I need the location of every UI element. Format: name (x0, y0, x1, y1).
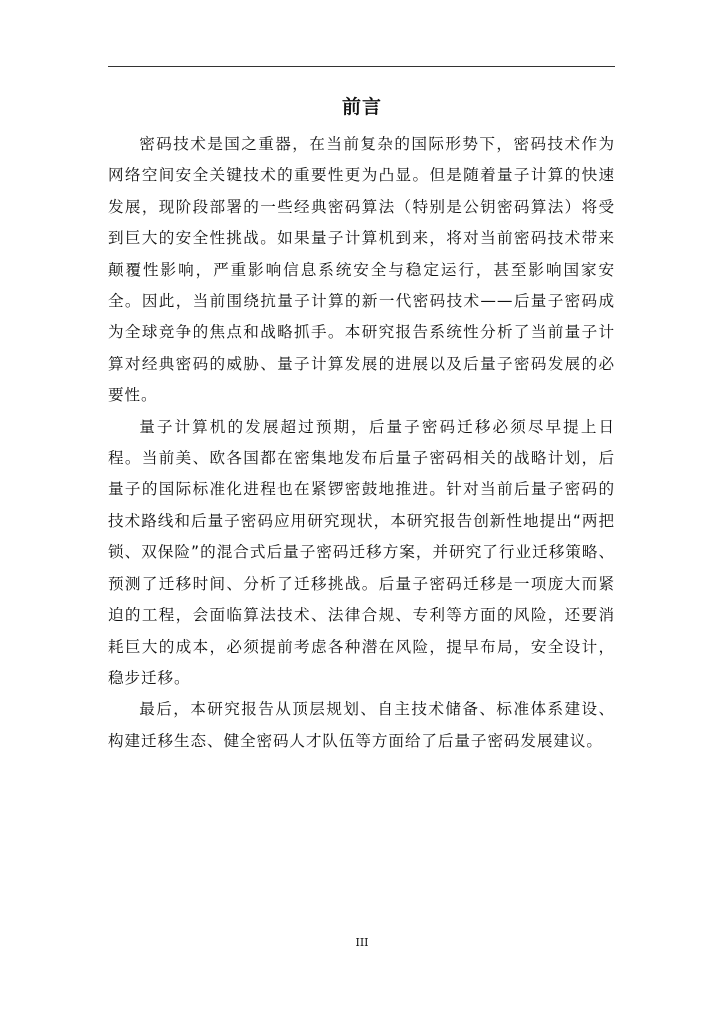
page-number: III (355, 936, 369, 949)
paragraph-3: 最后，本研究报告从顶层规划、自主技术储备、标准体系建设、构建迁移生态、健全密码人才队伍等方面给了后量子密码发展建议。 (108, 700, 615, 750)
page-title: 前言 (341, 96, 382, 118)
body-text (108, 129, 615, 757)
paragraph-2: 量子计算机的发展超过预期，后量子密码迁移必须尽早提上日程。当前美、欧各国都在密集地发布后量子密码相关的战略计划，后量子的国际标准化进程也在紧锣密鼓地推进。针对当前后量子密码的技术路线和后量子密码应用研究现状，本研究报告创新性地提出“两把锁、双保险”的混合式后量子密码迁移方案，并研究了行业迁移策略、预测了迁移时间、分析了迁移挑战。后量子密码迁移是一项庞大而紧迫的工程，会面临算法技术、法律合规、专利等方面的风险，还要消耗巨大的成本，必须提前考虑各种潜在风险，提早布局，安全设计，稳步迁移。 (108, 417, 615, 687)
paragraph-1: 密码技术是国之重器，在当前复杂的国际形势下，密码技术作为网络空间安全关键技术的重要性更为凸显。但是随着量子计算的快速发展，现阶段部署的一些经典密码算法（特别是公钥密码算法）将受到巨大的安全性挑战。如果量子计算机到来，将对当前密码技术带来颠覆性影响，严重影响信息系统安全与稳定运行，甚至影响国家安全。因此，当前围绕抗量子计算的新一代密码技术——后量子密码成为全球竞争的焦点和战略抓手。本研究报告系统性分析了当前量子计算对经典密码的威胁、量子计算发展的进展以及后量子密码发展的必要性。 (108, 135, 615, 405)
header-rule (108, 66, 615, 67)
